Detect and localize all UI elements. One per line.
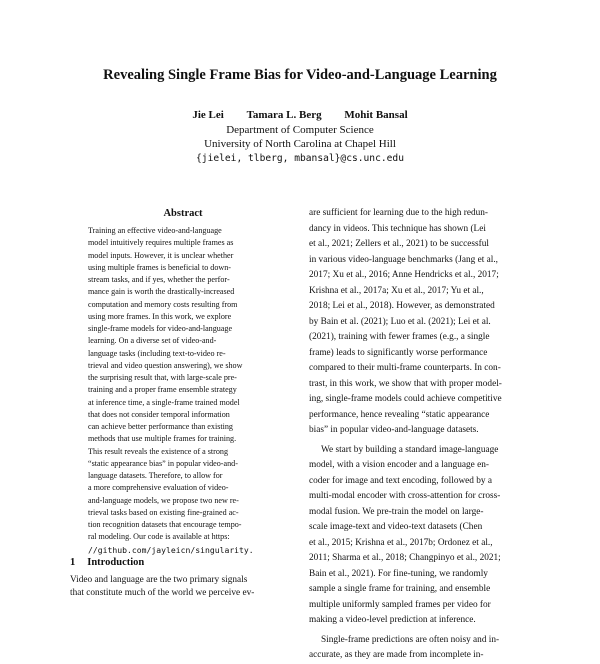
paragraph-line: et al., 2015; Krishna et al., 2017b; Ordonez et al., — [309, 537, 493, 548]
abstract-line: single-frame models for video-and-language — [88, 324, 233, 333]
author-list — [0, 109, 600, 121]
abstract-line: computation and memory costs resulting from — [88, 299, 238, 309]
paragraph-line: making a video-level prediction at inference. — [309, 615, 476, 625]
abstract-line: learning. On a diverse set of video-and- — [88, 336, 217, 346]
abstract-line: tion recognition datasets that encourage tempo- — [88, 520, 242, 529]
paragraph-line: multiple uniformly sampled frames per video for — [309, 599, 491, 610]
paragraph-line: bias” in popular video-and-language datasets. — [309, 425, 479, 435]
paragraph-line: accurate, as they are made from incomplete in- — [309, 650, 484, 660]
section-heading-introduction — [70, 557, 144, 568]
section-title: Introduction — [87, 557, 145, 568]
abstract-line: that does not consider temporal information — [88, 409, 230, 419]
code-link[interactable]: //github.com/jayleicn/singularity. — [88, 544, 254, 555]
abstract-line: model inputs. However, it is unclear whether — [88, 250, 234, 260]
abstract-line: ral modeling. Our code is available at https: — [88, 532, 230, 542]
abstract-body — [88, 225, 278, 556]
abstract-heading: Abstract — [163, 208, 203, 219]
paragraph-line: dancy in videos. This technique has shown (Lei — [309, 223, 486, 234]
paragraph-line: coder for image and text encoding, followed by a — [309, 475, 493, 486]
affiliation-department: Department of Computer Science — [226, 124, 374, 136]
author-email: {jielei, tlberg, mbansal}@cs.unc.edu — [196, 153, 404, 164]
paragraph-line: scale image-text and video-text datasets (Chen — [309, 522, 483, 532]
abstract-line: Training an effective video-and-language — [88, 226, 222, 235]
abstract-line: This result reveals the existence of a strong — [88, 446, 229, 456]
paragraph-line: trast, in this work, we show that with proper model- — [309, 378, 502, 389]
abstract-line: stream tasks, and if yes, whether the perfor- — [88, 275, 230, 284]
paragraph-line: performance, hence revealing “static appearance — [309, 409, 490, 420]
paragraph-line: ing, single-frame models could achieve competitive — [309, 394, 502, 404]
paragraph — [309, 633, 535, 664]
abstract-line: using more frames. In this work, we explore — [88, 311, 232, 321]
abstract-line: a more comprehensive evaluation of video- — [88, 483, 229, 493]
author-name: Jie Lei — [192, 109, 224, 121]
paragraph-line: Single-frame predictions are often noisy and in- — [321, 634, 500, 645]
author-name: Mohit Bansal — [344, 109, 408, 121]
paragraph-line: et al., 2021; Zellers et al., 2021) to be successful — [309, 239, 489, 249]
paragraph-line: Bain et al., 2021). For fine-tuning, we randomly — [309, 568, 488, 579]
section-number: 1 — [70, 557, 76, 568]
paragraph-line: compared to their multi-frame counterparts. In con- — [309, 363, 501, 373]
abstract-line: methods that use multiple frames for training. — [88, 434, 237, 444]
paragraph — [309, 443, 535, 629]
author-name: Tamara L. Berg — [246, 109, 322, 121]
abstract-line: model intuitively requires multiple frames as — [88, 238, 234, 248]
right-column-text — [309, 206, 535, 664]
abstract-line: mance gain is worth the drastically-increased — [88, 287, 235, 297]
abstract-line: using multiple frames is beneficial to down- — [88, 262, 231, 272]
paragraph-line: by Bain et al. (2021); Luo et al. (2021); Lei et al. — [309, 316, 491, 327]
abstract-line: trieval tasks based on existing fine-grained ac- — [88, 507, 239, 517]
abstract-line: can achieve better performance than existing — [88, 422, 233, 431]
intro-line: Video and language are the two primary signals — [70, 575, 248, 585]
abstract-line: language tasks (including text-to-video re- — [88, 348, 226, 358]
intro-line: that constitute much of the world we perceive ev- — [70, 588, 255, 598]
abstract-line: language datasets. Therefore, to allow for — [88, 471, 223, 480]
abstract-line: “static appearance bias” in popular video-and- — [88, 458, 238, 468]
paragraph-line: frame) leads to significantly worse performance — [309, 347, 488, 358]
paragraph-line: in various video-language benchmarks (Jang et al., — [309, 254, 498, 265]
paragraph-line: multi-modal encoder with cross-attention for cross- — [309, 491, 501, 501]
abstract-line: and-language models, we propose two new re- — [88, 495, 239, 505]
abstract-line: training and a proper frame ensemble strategy — [88, 385, 237, 395]
paragraph-line: modal fusion. We pre-train the model on large- — [309, 506, 484, 517]
introduction-body — [70, 574, 300, 600]
abstract-line: at inference time, a single-frame trained model — [88, 397, 240, 407]
paper-title: Revealing Single Frame Bias for Video-and-Language Learning — [103, 67, 497, 83]
paragraph-line: 2017; Xu et al., 2016; Anne Hendricks et al., 2017; — [309, 270, 499, 280]
paragraph-line: 2018; Lei et al., 2018). However, as demonstrated — [309, 301, 495, 311]
abstract-line: trieval and video question answering), we show — [88, 360, 243, 370]
affiliation-university: University of North Carolina at Chapel Hill — [204, 138, 396, 150]
paragraph-line: Krishna et al., 2017a; Xu et al., 2017; Yu et al., — [309, 285, 484, 296]
paragraph-line: 2011; Sharma et al., 2018; Changpinyo et al., 2021; — [309, 553, 501, 563]
abstract-line: the surprising result that, with large-scale pre- — [88, 373, 237, 382]
paragraph-line: are sufficient for learning due to the high redun- — [309, 208, 488, 218]
paragraph-line: sample a single frame for training, and ensemble — [309, 584, 491, 594]
paragraph-line: model, with a vision encoder and a language en- — [309, 460, 489, 470]
paragraph-line: We start by building a standard image-language — [321, 444, 499, 455]
paragraph-line: (2021), training with fewer frames (e.g., a single — [309, 332, 490, 342]
